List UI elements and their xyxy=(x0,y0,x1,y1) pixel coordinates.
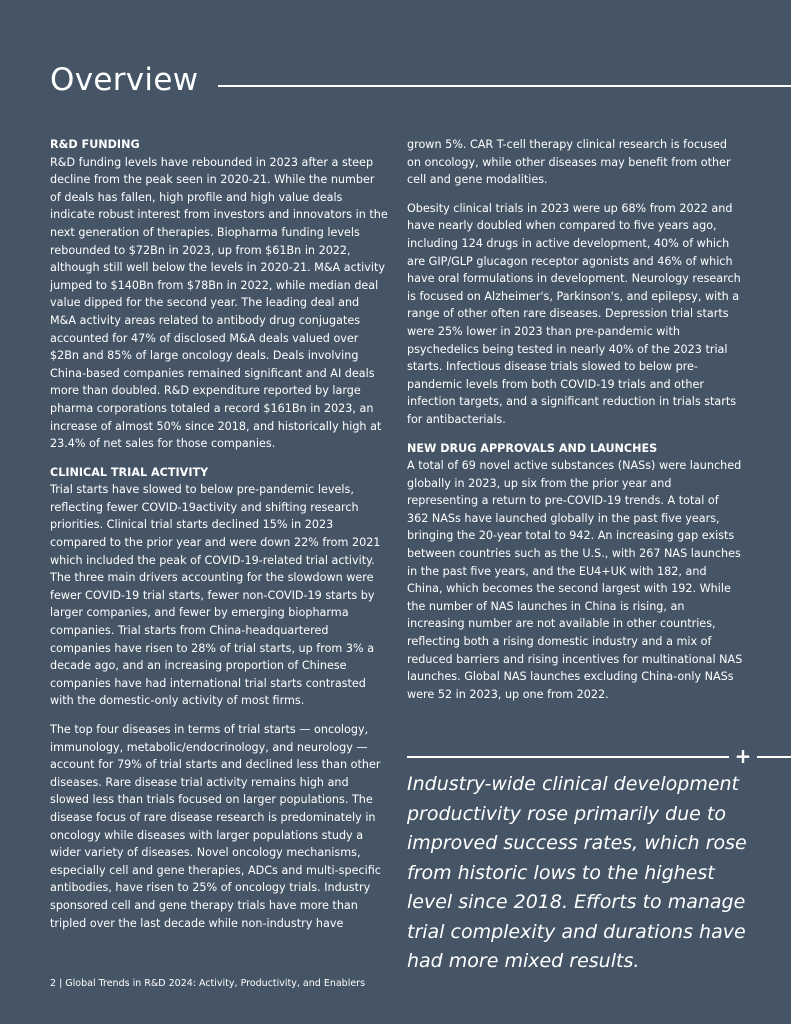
clinical-trial-paragraph-3: Obesity clinical trials in 2023 were up 68% from 2022 and have nearly doubled when compared to five years ago, including 124 drugs in active development, 40% of which are GIP/GLP glucagon receptor agonists and 46% of which have oral formulations in development. Neurology research is focused on Alzheimer's, Parkinson's, and epilepsy, with a range of other often rare diseases. Depression trial starts were 25% lower in 2023 than pre-pandemic with psychedelics being tested in nearly 40% of the 2023 trial starts. Infectious disease trials slowed to below pre-pandemic levels from both COVID-19 trials and other infection targets, and a significant reduction in trials starts for antibacterials. xyxy=(407,201,741,426)
title-divider xyxy=(218,85,791,87)
new-drug-heading: NEW DRUG APPROVALS AND LAUNCHES xyxy=(407,441,658,455)
page-title: Overview xyxy=(50,62,199,98)
clinical-trial-paragraph-2-continued: grown 5%. CAR T-cell therapy clinical research is focused on oncology, while other diseases may benefit from other cell and gene modalities. xyxy=(407,138,731,187)
plus-icon: + xyxy=(734,744,752,768)
page-footer: 2 | Global Trends in R&D 2024: Activity, Productivity, and Enablers xyxy=(50,978,366,989)
rd-funding-paragraph: R&D funding levels have rebounded in 2023 after a steep decline from the peak seen in 2020-21. While the number of deals has fallen, high profile and high value deals indicate robust interest from investors and innovators in the next generation of therapies. Biopharma funding levels rebounded to $72Bn in 2023, up from $61Bn in 2022, although still well below the levels in 2020-21. M&A activity jumped to $140Bn from $78Bn in 2022, while median deal value dipped for the second year. The leading deal and M&A activity areas related to antibody drug conjugates accounted for 47% of disclosed M&A deals valued over $2Bn and 85% of large oncology deals. Deals involving China-based companies remained significant and AI deals more than doubled. R&D expenditure reported by large pharma corporations totaled a record $161Bn in 2023, an increase of almost 50% since 2018, and historically high at 23.4% of net sales for those companies. xyxy=(50,155,388,451)
new-drug-paragraph: A total of 69 novel active substances (NASs) were launched globally in 2023, up six from the prior year and representing a return to pre-COVID-19 trends. A total of 362 NASs have launched globally in the past five years, bringing the 20-year total to 942. An increasing gap exists between countries such as the U.S., with 267 NAS launches in the past five years, and the EU4+UK with 182, and China, which becomes the second largest with 192. While the number of NAS launches in China is rising, an increasing number are not available in other countries, reflecting both a rising domestic industry and a mix of reduced barriers and rising incentives for multinational NAS launches. Global NAS launches excluding China-only NASs were 52 in 2023, up one from 2022. xyxy=(407,459,743,701)
rd-funding-heading: R&D FUNDING xyxy=(50,138,140,151)
clinical-trial-heading: CLINICAL TRIAL ACTIVITY xyxy=(50,465,209,479)
left-column xyxy=(50,136,388,943)
pullquote: Industry-wide clinical development productivity rose primarily due to improved success rates, which rose from historic lows to the highest level since 2018. Efforts to manage trial complexity and durations have had more mixed results. xyxy=(407,773,747,972)
right-column xyxy=(407,136,743,714)
clinical-trial-paragraph-1: Trial starts have slowed to below pre-pandemic levels, reflecting fewer COVID-19activity and shifting research priorities. Clinical trial starts declined 15% in 2023 compared to the prior year and were down 22% from 2021 which included the peak of COVID-19-related trial activity. The three main drivers accounting for the slowdown were fewer COVID-19 trial starts, fewer non-COVID-19 starts by larger companies, and fewer by emerging biopharma companies. Trial starts from China-headquartered companies have risen to 28% of trial starts, up from 3% a decade ago, and an increasing proportion of Chinese companies have had international trial starts contrasted with the domestic-only activity of most firms. xyxy=(50,483,381,708)
clinical-trial-paragraph-2: The top four diseases in terms of trial starts — oncology, immunology, metabolic/endocrinology, and neurology — account for 79% of trial starts and declined less than other diseases. Rare disease trial activity remains high and slowed less than trials focused on larger populations. The disease focus of rare disease research is predominately in oncology while diseases with larger populations study a wider variety of diseases. Novel oncology mechanisms, especially cell and gene therapies, ADCs and multi-specific antibodies, have risen to 25% of oncology trials. Industry sponsored cell and gene therapy trials have more than tripled over the last decade while non-industry have xyxy=(50,723,381,930)
pullquote-divider xyxy=(407,744,791,768)
